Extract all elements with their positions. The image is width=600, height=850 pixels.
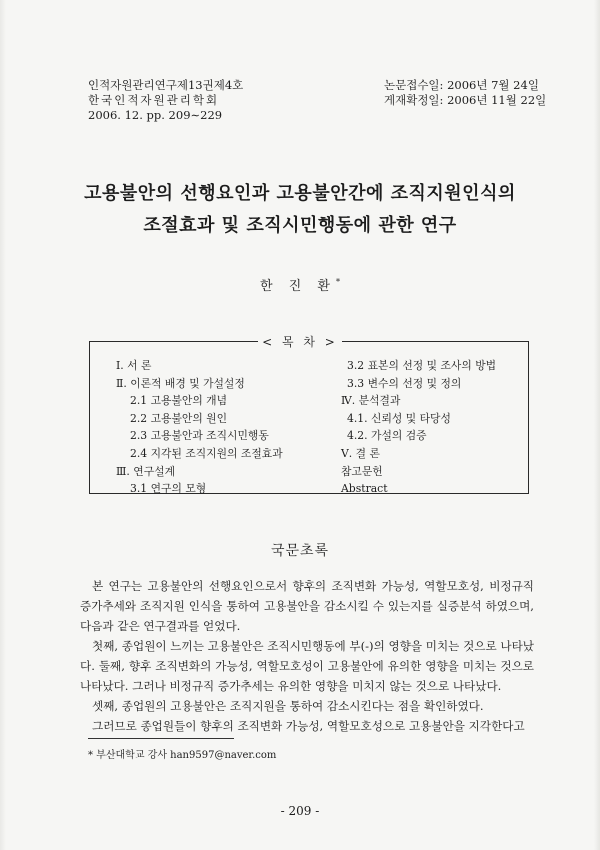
toc-item: 4.2. 가설의 검증: [347, 429, 427, 443]
author-footnote-mark: *: [335, 277, 340, 287]
toc-item: Ⅲ. 연구설계: [116, 464, 175, 478]
toc-right-column: [341, 357, 496, 498]
toc-item: Ⅰ. 서 론: [116, 359, 152, 372]
received-date: 논문접수일: 2006년 7월 24일: [384, 78, 539, 92]
paper-title-line-2: 조절효과 및 조직시민행동에 관한 연구: [143, 215, 457, 236]
abstract-paragraph: 첫째, 종업원이 느끼는 고용불안은 조직시민행동에 부(-)의 영향을 미치는 것으로 나타났다. 둘째, 향후 조직변화의 가능성, 역할모호성이 고용불안에 유의한 영향을 미치는 것으로 나타났다. 그러나 비정규직 증가추세는 유의한 영향을 미치지 않는 것으로 나타났다.: [80, 639, 534, 693]
toc-item: 3.2 표본의 선정 및 조사의 방법: [347, 359, 497, 372]
abstract-paragraph: 셋째, 종업원의 고용불안은 조직지원을 통하여 감소시킨다는 점을 확인하였다.: [92, 699, 484, 713]
footnote-divider: [88, 738, 234, 739]
journal-society: 한국인적자원관리학회: [88, 93, 220, 107]
toc-item: 2.1 고용불안의 개념: [130, 394, 228, 408]
toc-left-column: [116, 357, 283, 498]
abstract-paragraph: 그러므로 종업원들이 향후의 조직변화 가능성, 역할모호성으로 고용불안을 지각한다고: [92, 719, 525, 733]
toc-item: 3.3 변수의 선정 및 정의: [347, 376, 462, 390]
author: [0, 275, 600, 294]
toc-item: 2.2 고용불안의 원인: [130, 411, 228, 425]
toc-item: 2.3 고용불안과 조직시민행동: [130, 429, 269, 443]
abstract-paragraph: 본 연구는 고용불안의 선행요인으로서 향후의 조직변화 가능성, 역할모호성, 비정규직 증가추세와 조직지원 인식을 통하여 고용불안을 감소시킬 수 있는지를 실증분석 하였으며, 다음과 같은 연구결과를 얻었다.: [80, 579, 534, 633]
accepted-date: 게재확정일: 2006년 11월 22일: [384, 93, 547, 107]
toc-item: Ⅳ. 분석결과: [341, 394, 401, 408]
toc-item: 참고문헌: [341, 464, 383, 478]
toc-item: Ⅴ. 결 론: [341, 446, 380, 460]
page-number: - 209 -: [280, 804, 320, 818]
journal-info: [88, 78, 243, 123]
journal-volume: 인적자원관리연구제13권제4호: [88, 78, 244, 92]
toc-item: Abstract: [341, 482, 388, 496]
abstract-body: [80, 576, 534, 736]
toc-item: 2.4 지각된 조직지원의 조절효과: [130, 446, 283, 460]
abstract-heading: 국문초록: [270, 543, 330, 559]
journal-pages: 2006. 12. pp. 209∼229: [88, 108, 223, 122]
toc-item: 3.1 연구의 모형: [130, 482, 207, 496]
toc-heading: < 목 차 >: [0, 333, 600, 350]
author-footnote: * 부산대학교 강사 han9597@naver.com: [88, 750, 277, 761]
author-name: 한 진 환: [260, 279, 336, 294]
toc-item: 4.1. 신뢰성 및 타당성: [347, 411, 451, 425]
toc-item: Ⅱ. 이론적 배경 및 가설설정: [116, 376, 245, 390]
submission-dates: [384, 78, 546, 108]
paper-title-line-1: 고용불안의 선행요인과 고용불안간에 조직지원인식의: [84, 183, 516, 204]
